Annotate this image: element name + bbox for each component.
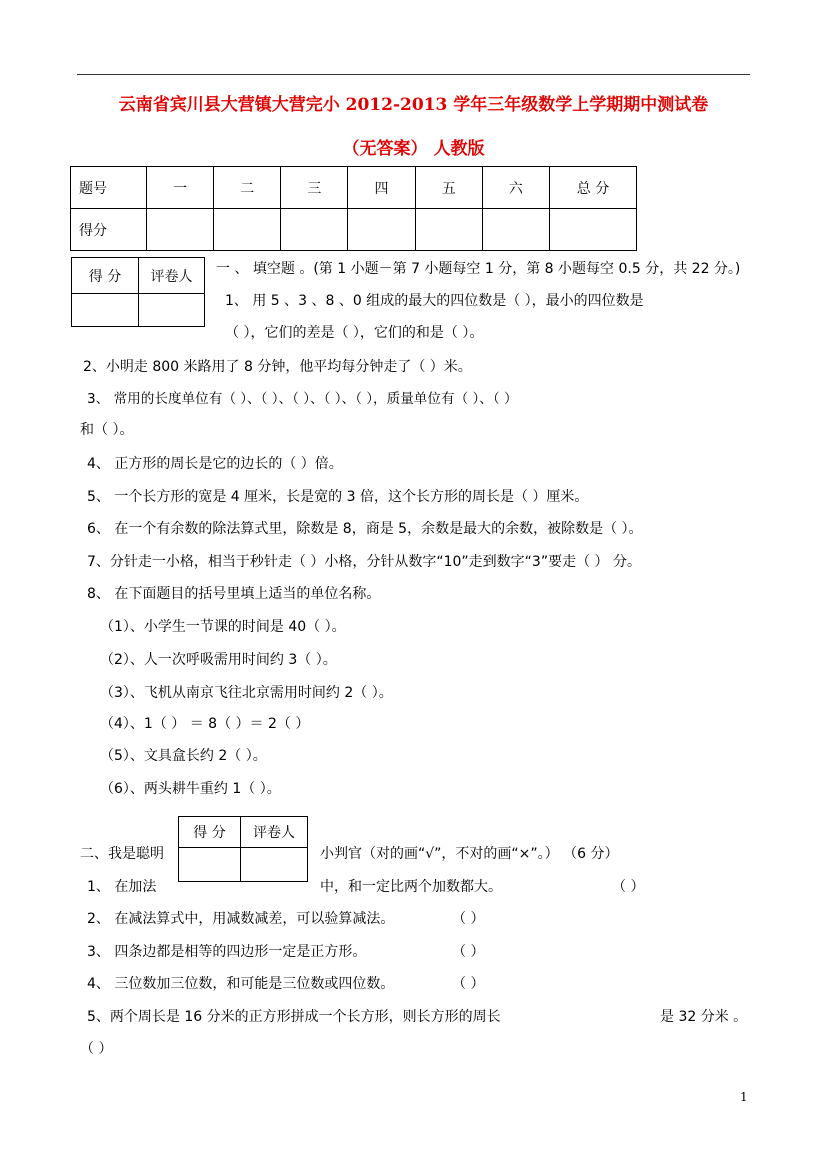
question-6: 6、 在一个有余数的除法算式里，除数是 8，商是 5，余数是最大的余数，被除数是（ ）。 [87,521,643,537]
judge-answer-4[interactable]: （ ） [452,976,485,992]
section1-heading: 一 、 填空题 。(第 1 小题－第 7 小题每空 1 分，第 8 小题每空 0.5 分，共 22 分。) [216,261,741,277]
page-title: 云南省宾川县大营镇大营完小 2012-2013 学年三年级数学上学期期中测试卷 [118,95,709,115]
section2-heading-right: 小判官（对的画“√”，不对的画“×”。） （6 分） [320,846,619,862]
score-cell[interactable] [550,209,637,251]
judge-question-5-right: 是 32 分米 。 [660,1009,748,1025]
score-header-cell: 一 [147,167,214,209]
question-5: 5、 一个长方形的宽是 4 厘米，长是宽的 3 倍，这个长方形的周长是（ ）厘米。 [87,489,589,505]
judge-question-4: 4、 三位数加三位数，和可能是三位数或四位数。 [87,976,395,992]
judge-answer-5[interactable]: （ ） [80,1041,113,1057]
judge-question-3: 3、 四条边都是相等的四边形一定是正方形。 [87,944,367,960]
question-1b: （ ），它们的差是（ ），它们的和是（ ）。 [225,325,484,341]
score-header-cell: 四 [348,167,415,209]
grader-score-cell[interactable] [179,848,241,882]
question-8-1: （1）、小学生一节课的时间是 40（ ）。 [100,619,346,635]
grader-name-label: 评卷人 [139,258,205,294]
question-8-2: （2）、人一次呼吸需用时间约 3（ ）。 [100,652,337,668]
grader-score-label: 得 分 [179,817,241,848]
question-8-6: （6）、两头耕牛重约 1（ ）。 [100,781,281,797]
question-8-5: （5）、文具盒长约 2（ ）。 [100,748,267,764]
score-table [70,166,637,251]
score-header-cell: 二 [214,167,281,209]
question-8: 8、 在下面题目的括号里填上适当的单位名称。 [87,586,381,602]
top-rule [77,74,750,75]
page-number: 1 [740,1090,748,1104]
question-1a: 1、 用 5 、3 、8 、0 组成的最大的四位数是（ ），最小的四位数是 [225,293,644,309]
score-cell[interactable] [482,209,549,251]
grader-name-cell[interactable] [139,294,205,327]
page-subtitle: （无答案） 人教版 [342,139,485,159]
score-cell[interactable] [348,209,415,251]
question-3a: 3、 常用的长度单位有（ ）、（ ）、（ ）、（ ）、（ ），质量单位有（ ）、（ ） [87,391,518,407]
question-8-4: （4）、1（ ） ＝ 8（ ）＝ 2（ ） [100,716,310,732]
score-cell[interactable] [147,209,214,251]
score-cell[interactable] [281,209,348,251]
score-cell[interactable] [415,209,482,251]
grader-score-cell[interactable] [72,294,139,327]
score-header-cell: 题号 [71,167,147,209]
judge-answer-3[interactable]: （ ） [452,944,485,960]
judge-question-1-right: 中，和一定比两个加数都大。 [320,879,502,895]
score-cell[interactable] [214,209,281,251]
judge-question-1-left: 1、 在加法 [87,879,157,895]
judge-question-5-left: 5、两个周长是 16 分米的正方形拼成一个长方形，则长方形的周长 [87,1009,501,1025]
judge-question-2: 2、 在减法算式中，用减数减差，可以验算减法。 [87,911,395,927]
grader-name-cell[interactable] [241,848,308,882]
question-4: 4、 正方形的周长是它的边长的（ ）倍。 [87,456,343,472]
question-7: 7、分针走一小格，相当于秒针走（ ）小格，分针从数字“10”走到数字“3”要走（ ） 分。 [87,554,641,570]
grader-name-label: 评卷人 [241,817,308,848]
question-2: 2、小明走 800 米路用了 8 分钟，他平均每分钟走了（ ）米。 [83,359,472,375]
grader-score-label: 得 分 [72,258,139,294]
score-header-cell: 五 [415,167,482,209]
score-row-label: 得分 [71,209,147,251]
section2-heading-left: 二、我是聪明 [80,846,164,862]
question-8-3: （3）、飞机从南京飞往北京需用时间约 2（ ）。 [100,685,393,701]
grader-table-2 [178,816,308,882]
judge-answer-1[interactable]: （ ） [612,879,645,895]
grader-table-1 [71,257,205,327]
score-header-cell: 六 [482,167,549,209]
judge-answer-2[interactable]: （ ） [452,911,485,927]
score-header-cell: 总 分 [550,167,637,209]
question-3b: 和（ ）。 [80,422,134,438]
score-header-cell: 三 [281,167,348,209]
